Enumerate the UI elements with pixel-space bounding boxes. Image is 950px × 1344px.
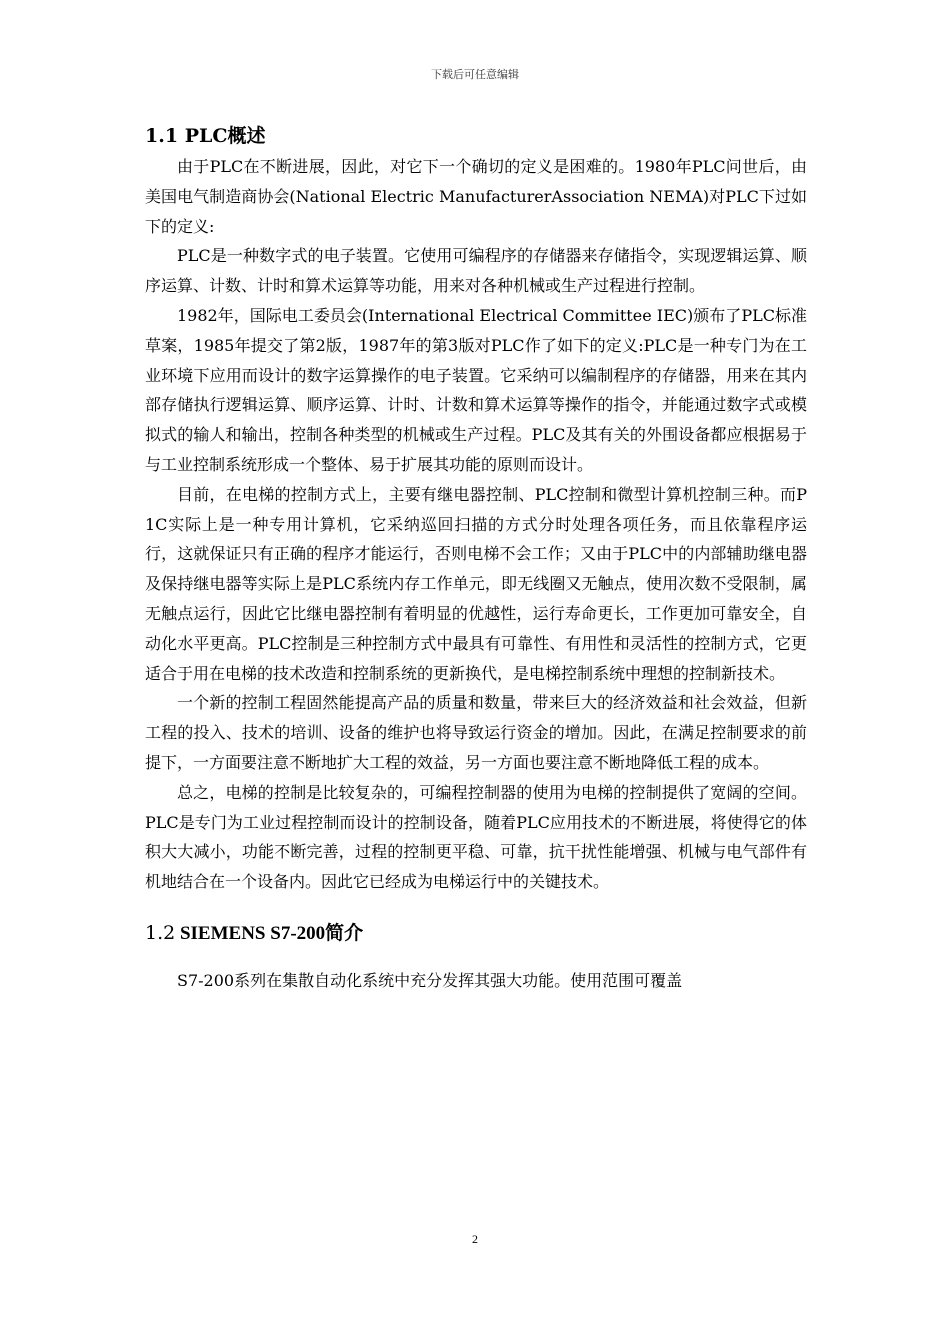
section-number: 1.2 <box>145 921 176 944</box>
paragraph: 由于PLC在不断进展，因此，对它下一个确切的定义是困难的。1980年PLC问世后，由美国电气制造商协会(National Electric ManufacturerAssociation NEMA)对PLC下过如下的定义: <box>145 157 807 236</box>
section-heading-1-1 <box>145 120 807 152</box>
page-number: 2 <box>472 1232 478 1246</box>
paragraph: S7-200系列在集散自动化系统中充分发挥其强大功能。使用范围可覆盖 <box>177 970 683 990</box>
page-header: 下载后可任意编辑 <box>431 68 519 81</box>
document-body <box>145 120 807 996</box>
paragraph: PLC是一种数字式的电子装置。它使用可编程序的存储器来存储指令，实现逻辑运算、顺序运算、计数、计时和算术运算等功能，用来对各种机械或生产过程进行控制。 <box>145 246 807 296</box>
section-number: 1.1 <box>145 125 179 147</box>
section-title: PLC概述 <box>184 125 266 147</box>
section-title: SIEMENS S7-200简介 <box>179 922 364 944</box>
section-heading-1-2 <box>145 917 807 950</box>
paragraph: 一个新的控制工程固然能提高产品的质量和数量，带来巨大的经济效益和社会效益，但新工程的投入、技术的培训、设备的维护也将导致运行资金的增加。因此，在满足控制要求的前提下，一方面要注意不断地扩大工程的效益，另一方面也要注意不断地降低工程的成本。 <box>145 693 807 772</box>
paragraph: 1982年，国际电工委员会(International Electrical Committee IEC)颁布了PLC标准草案，1985年提交了第2版，1987年的第3版对PLC作了如下的定义:PLC是一种专门为在工业环境下应用而设计的数字运算操作的电子装置。它采纳可以编制程序的存储器，用来在其内部存储执行逻辑运算、顺序运算、计时、计数和算术运算等操作的指令，并能通过数字式或模拟式的输人和输出，控制各种类型的机械或生产过程。PLC及其有关的外围设备都应根据易于与工业控制系统形成一个整体、易于扩展其功能的原则而设计。 <box>145 305 807 474</box>
paragraph: 目前，在电梯的控制方式上，主要有继电器控制、PLC控制和微型计算机控制三种。而P1C实际上是一种专用计算机，它采纳巡回扫描的方式分时处理各项任务，而且依靠程序运行，这就保证只有正确的程序才能运行，否则电梯不会工作；又由于PLC中的内部辅助继电器及保持继电器等实际上是PLC系统内存工作单元，即无线圈又无触点，使用次数不受限制，属无触点运行，因此它比继电器控制有着明显的优越性，运行寿命更长，工作更加可靠安全，自动化水平更高。PLC控制是三种控制方式中最具有可靠性、有用性和灵活性的控制方式，它更适合于用在电梯的技术改造和控制系统的更新换代，是电梯控制系统中理想的控制新技术。 <box>145 484 807 683</box>
paragraph: 总之，电梯的控制是比较复杂的，可编程控制器的使用为电梯的控制提供了宽阔的空间。PLC是专门为工业过程控制而设计的控制设备，随着PLC应用技术的不断进展，将使得它的体积大大减小，功能不断完善，过程的控制更平稳、可靠，抗干扰性能增强、机械与电气部件有机地结合在一个设备内。因此它已经成为电梯运行中的关键技术。 <box>145 782 807 892</box>
